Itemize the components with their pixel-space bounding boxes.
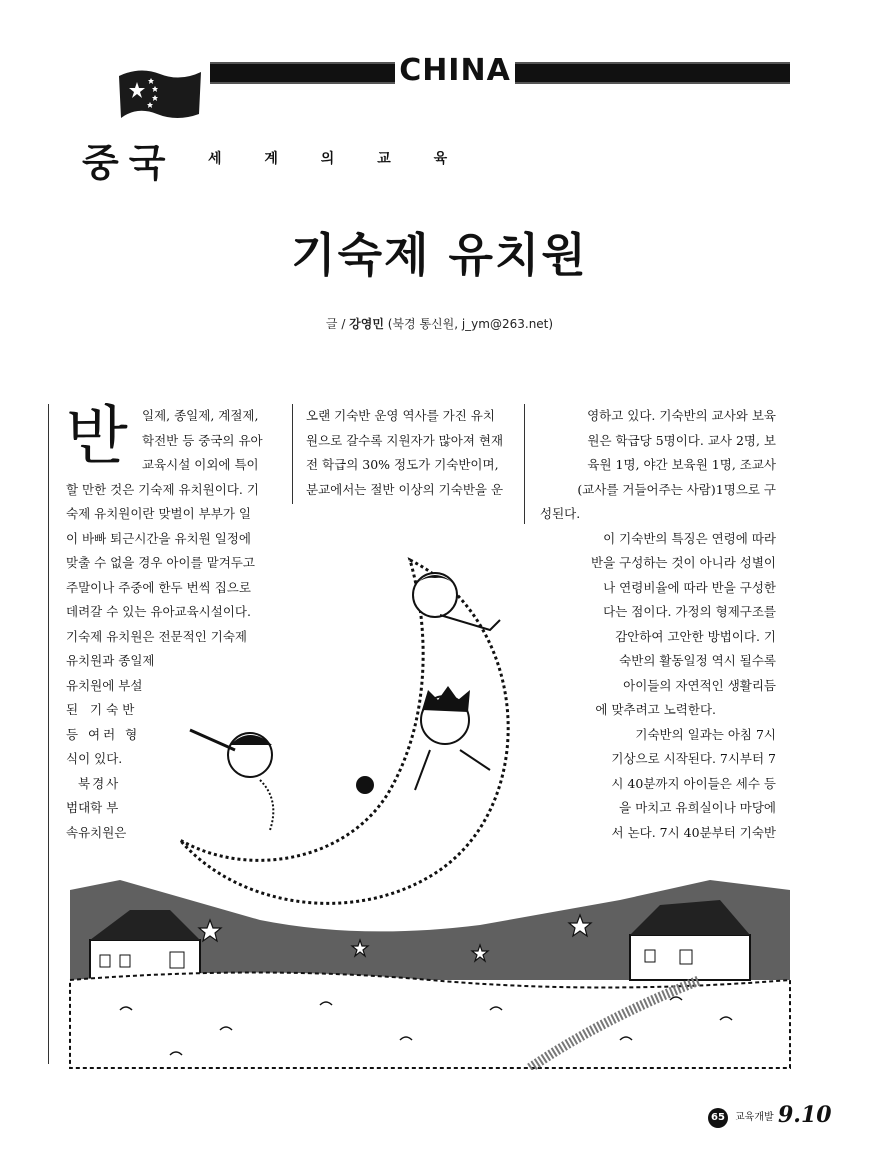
author-affiliation: (북경 통신원, j_ym@263.net) — [383, 317, 554, 331]
col3-line: 아이들의 자연적인 생활리듬 — [623, 677, 776, 693]
col3-line: 원은 학급당 5명이다. 교사 2명, 보 — [587, 432, 776, 448]
col1-line: 데려갈 수 있는 유아교육시설이다. — [66, 604, 251, 619]
col3-line: 반을 구성하는 것이 아니라 성별이 — [591, 555, 776, 570]
col3-line: (교사를 거들어주는 사람)1명으로 구 — [577, 481, 776, 497]
col1-line: 유치원과 종일제 — [66, 653, 155, 668]
col1-line: 숙제 유치원이란 맞벌이 부부가 일 — [66, 506, 251, 521]
page-number: 65 — [708, 1108, 728, 1128]
col2-line: 분교에서는 절반 이상의 기숙반을 운 — [306, 481, 504, 497]
section-label: CHINA — [395, 52, 515, 90]
col1-line: 등 여러 형 — [66, 726, 141, 742]
col1-line: 일제, 종일제, 계절제, — [142, 408, 259, 423]
column-rule-2 — [524, 404, 525, 524]
col3-line: 다는 점이다. 가정의 형제구조를 — [603, 604, 776, 619]
column-rule-left — [48, 404, 49, 1064]
col3-line: 을 마치고 유희실이나 마당에 — [619, 800, 776, 815]
col3-line: 이 기숙반의 특징은 연령에 따라 — [603, 530, 776, 546]
series-label: 세 계 의 교 육 — [208, 151, 460, 167]
body-column-2 — [306, 404, 520, 502]
col3-line: 기숙반의 일과는 아침 7시 — [635, 726, 776, 742]
col3-line: 숙반의 활동일정 역시 될수록 — [619, 653, 776, 668]
col3-line: 기상으로 시작된다. 7시부터 7 — [611, 751, 776, 766]
col2-line: 전 학급의 30% 정도가 기숙반이며, — [306, 457, 499, 472]
col3-line: 육원 1명, 야간 보육원 1명, 조교사 — [587, 457, 776, 472]
col1-line: 속유치원은 — [66, 824, 127, 840]
col3-line: 나 연령비율에 따라 반을 구성한 — [603, 579, 776, 595]
china-flag-icon — [115, 66, 205, 122]
col3-line: 에 맞추려고 노력한다. — [595, 702, 716, 717]
col1-line: 북경사 — [78, 775, 121, 791]
col3-line: 서 논다. 7시 40분부터 기숙반 — [611, 824, 776, 840]
col3-line: 시 40분까지 아이들은 세수 등 — [611, 775, 776, 791]
col1-line: 주말이나 주중에 한두 번씩 집으로 — [66, 579, 251, 595]
issue-number: 9.10 — [778, 1102, 832, 1128]
col1-line: 범대학 부 — [66, 800, 119, 815]
col2-line: 오랜 기숙반 운영 역사를 가진 유치 — [306, 408, 495, 423]
byline-prefix: 글 / — [325, 317, 350, 331]
col2-line: 원으로 갈수록 지원자가 많아져 현재 — [306, 432, 504, 448]
col1-line: 식이 있다. — [66, 751, 123, 766]
article-title: 기숙제 유치원 — [291, 228, 588, 282]
magazine-name: 교육개발 — [735, 1112, 774, 1123]
author-name: 강영민 — [349, 317, 384, 331]
col1-line: 이 바빠 퇴근시간을 유치원 일정에 — [66, 530, 251, 546]
col1-line: 맞출 수 없을 경우 아이를 맡겨두고 — [66, 555, 255, 570]
col3-line: 성된다. — [540, 506, 581, 521]
col1-line: 기숙제 유치원은 전문적인 기숙제 — [66, 628, 247, 644]
col3-line: 감안하여 고안한 방법이다. 기 — [615, 628, 776, 644]
col1-line: 된 기숙반 — [66, 702, 139, 717]
byline — [0, 316, 879, 332]
col3-line: 영하고 있다. 기숙반의 교사와 보육 — [587, 408, 776, 423]
col1-line: 학전반 등 중국의 유아 — [142, 432, 263, 448]
col1-line: 교육시설 이외에 특이 — [142, 457, 259, 472]
col1-line: 유치원에 부설 — [66, 677, 143, 693]
col1-line: 할 만한 것은 기숙제 유치원이다. 기 — [66, 481, 259, 497]
drop-cap: 반 — [66, 400, 128, 474]
moon-village-illustration — [60, 540, 800, 1070]
column-rule-1 — [292, 404, 293, 504]
country-heading: 중국 — [82, 141, 176, 185]
